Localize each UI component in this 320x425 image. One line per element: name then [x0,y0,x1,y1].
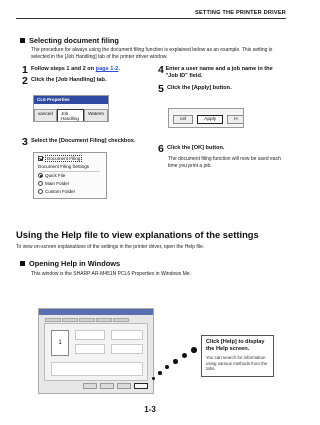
option-label: Main Folder [45,181,70,186]
apply-button-screenshot [168,108,244,128]
step-text-after: . [118,66,120,72]
document-filing-checkbox-row[interactable] [38,155,82,162]
section-heading-text: Selecting document filing [29,36,119,45]
step-4 [158,66,286,80]
settings-box [75,344,105,354]
step-text [31,66,120,75]
step-number: 3 [22,136,28,148]
step-6-description: The document filing function will now be used each time you print a job. [168,156,281,169]
step-number: 6 [158,143,164,155]
connector-dot [182,353,187,358]
cancel-button[interactable]: cel [173,115,193,124]
option-quick-file[interactable] [38,173,65,178]
step-1 [22,66,152,75]
connector-dot [158,371,162,375]
connector-dot [165,365,169,369]
step-5 [158,85,286,94]
page-link[interactable]: page 1-2 [95,66,119,72]
header-rule [16,18,286,19]
step-text: Select the [Document Filing] checkbox. [31,138,136,144]
connector-dot [191,347,197,353]
callout-title: Click [Help] to display the Help screen. [206,339,265,352]
help-button[interactable] [134,383,148,389]
step-3 [22,138,152,147]
help-button[interactable]: H [227,115,244,124]
tab-advanced[interactable]: vanced [34,109,57,122]
option-label: Quick File [45,173,66,178]
section-heading-text: Opening Help in Windows [29,259,121,268]
step-text-before: Follow steps 1 and 2 on [31,66,96,72]
checkbox-icon[interactable] [38,156,43,161]
job-handling-tab-screenshot [33,95,109,122]
apply-button[interactable] [117,383,131,389]
settings-box [51,362,143,376]
option-custom-folder[interactable] [38,189,75,194]
step-number: 5 [158,83,164,95]
properties-window-screenshot [38,308,154,394]
step-text: Enter a user name and a job name in the "Job ID" field. [165,66,273,79]
step-6 [158,145,286,154]
document-filing-screenshot [33,152,107,199]
help-section-heading: Using the Help file to view explanations of the settings [16,229,259,240]
step-text: Click the [OK] button. [167,145,225,151]
page-preview: 1 [51,330,69,356]
step-text: Click the [Apply] button. [167,85,232,91]
option-main-folder[interactable] [38,181,69,186]
window-titlebar: CL6 Properties [34,96,108,104]
step-2 [22,77,152,86]
window-buttons [83,383,148,389]
tab-placeholder[interactable] [45,318,61,322]
tab-job-handling[interactable]: Job Handling [57,109,84,122]
apply-button[interactable]: Apply [197,115,223,124]
help-callout [201,335,274,377]
filing-settings-group-label: Document Filing Settings [38,164,90,169]
tab-placeholder[interactable] [79,318,95,322]
button-row [173,115,244,124]
tab-placeholder[interactable] [62,318,78,322]
connector-dot [152,377,155,380]
windows-me-caption: This window is the SHARP AR-M451N PCL6 Properties in Windows Me. [31,271,191,277]
document-filing-checkbox-label: Document Filing [47,156,81,161]
tab-row [34,109,108,122]
step-number: 1 [22,64,28,76]
square-bullet-icon [20,38,25,43]
window-titlebar [39,309,153,315]
section-heading-document-filing [20,36,119,45]
settings-box [75,330,105,340]
tab-watermarks[interactable]: Waterm [84,109,108,122]
radio-icon[interactable] [38,173,43,178]
step-text: Click the [Job Handling] tab. [31,77,107,83]
callout-description: You can search for information using various methods from the tabs. [206,355,268,372]
connector-dot [173,359,178,364]
radio-icon[interactable] [38,189,43,194]
square-bullet-icon [20,261,25,266]
page-header-title: SETTING THE PRINTER DRIVER [195,10,286,16]
page-number: 1-3 [144,405,156,414]
ok-button[interactable] [83,383,97,389]
tab-placeholder[interactable] [96,318,112,322]
settings-box [111,330,143,340]
option-label: Custom Folder [45,189,76,194]
radio-icon[interactable] [38,181,43,186]
step-number: 2 [22,75,28,87]
window-tabs [45,318,129,322]
group-divider [40,171,100,172]
cancel-button[interactable] [100,383,114,389]
settings-panel [44,323,148,381]
step-number: 4 [158,64,164,76]
settings-box [111,344,143,354]
section-intro: The procedure for always using the document filing function is explained below as an example. This setting is selected in the [Job Handling] tab of the printer driver window. [31,47,273,60]
help-section-intro: To view on-screen explanations of the settings in the printer driver, open the Help file. [16,244,205,250]
section-heading-opening-help [20,259,120,268]
tab-placeholder[interactable] [113,318,129,322]
